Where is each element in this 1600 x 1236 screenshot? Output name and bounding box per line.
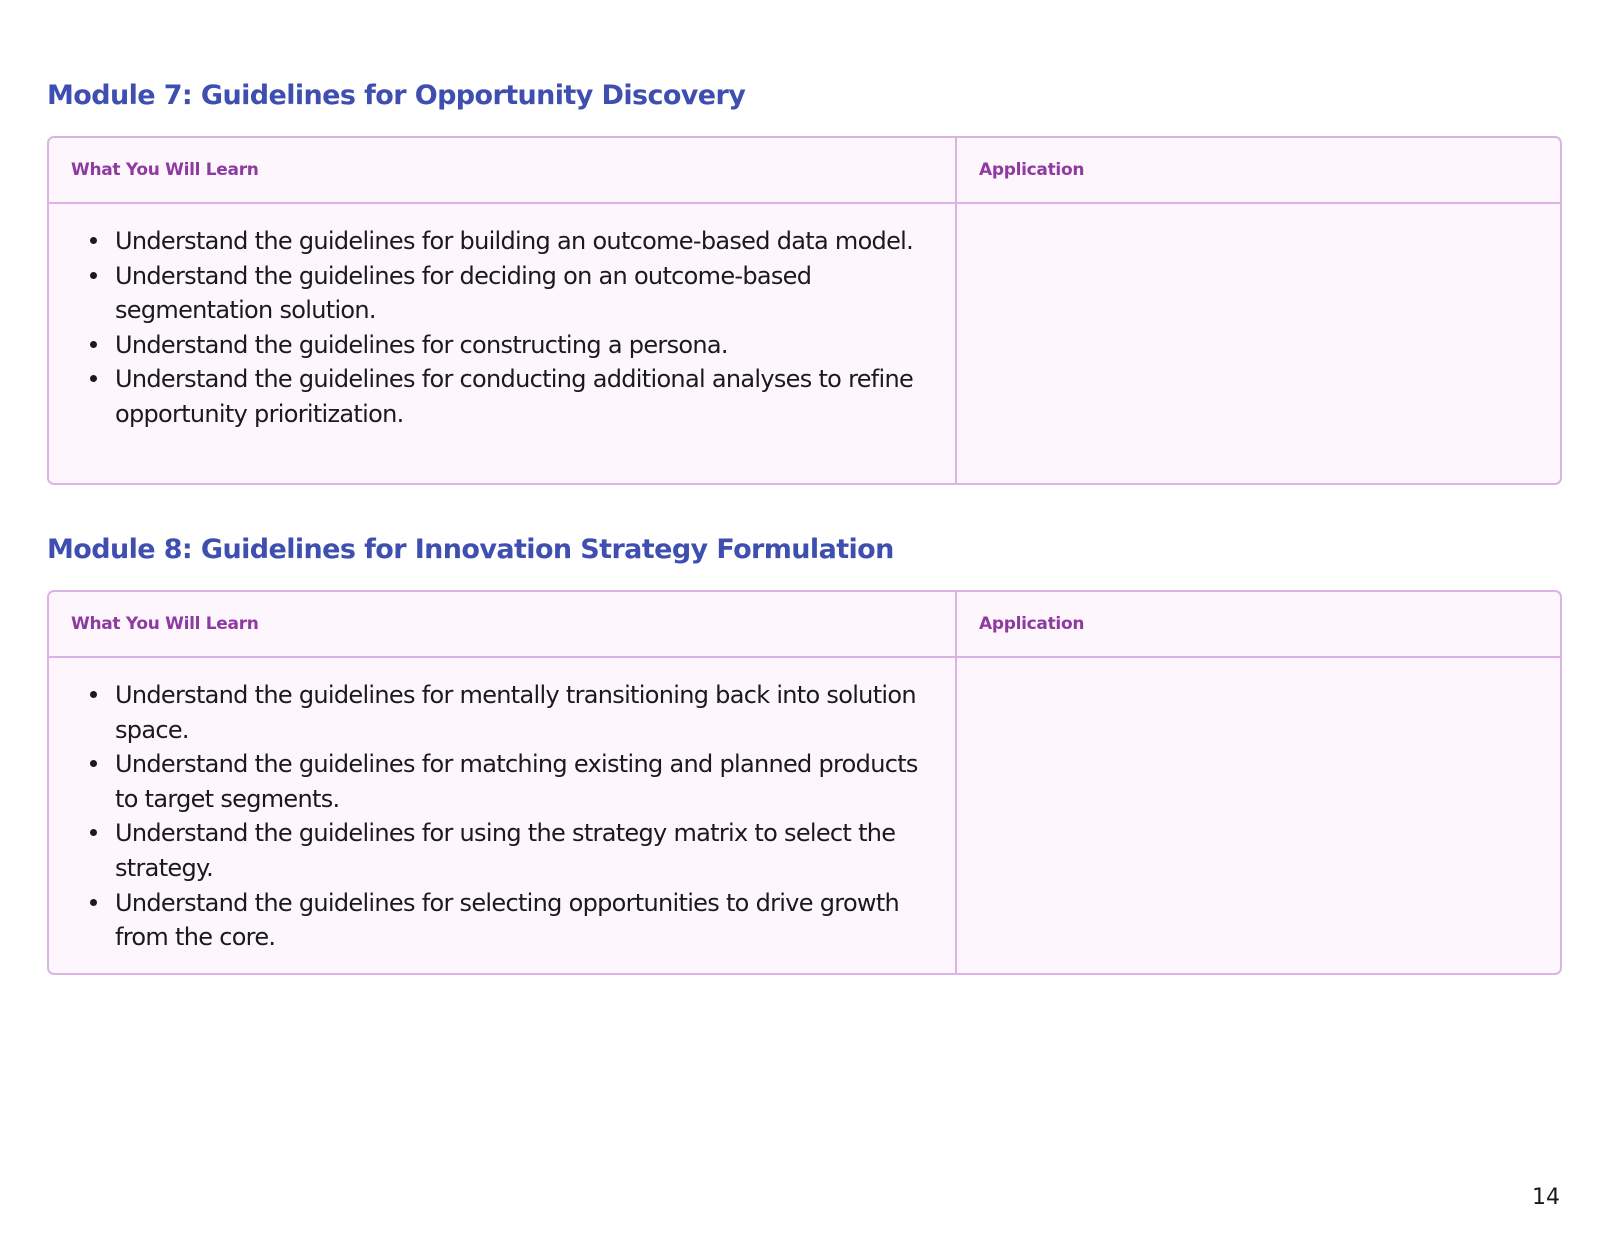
list-item: Understand the guidelines for mentally transitioning back into solution space. (89, 678, 941, 747)
list-item: Understand the guidelines for selecting opportunities to drive growth from the core. (89, 886, 941, 955)
module-8-table (47, 590, 1562, 975)
list-item: Understand the guidelines for using the strategy matrix to select the strategy. (89, 816, 941, 885)
page-number: 14 (1532, 1185, 1560, 1210)
module-8-learn-list (89, 678, 941, 955)
module-7-learn-header: What You Will Learn (49, 138, 957, 204)
module-7-learn-list (89, 224, 941, 432)
list-item: Understand the guidelines for building an outcome-based data model. (89, 224, 941, 259)
module-7-title: Module 7: Guidelines for Opportunity Discovery (47, 80, 746, 111)
module-8-application-cell (957, 658, 1560, 973)
module-8-learn-header: What You Will Learn (49, 592, 957, 658)
module-7-application-header: Application (957, 138, 1560, 204)
list-item: Understand the guidelines for conducting additional analyses to refine opportunity prioritization. (89, 362, 941, 431)
module-7-application-cell (957, 204, 1560, 483)
module-7-learn-cell (49, 204, 957, 483)
module-8-learn-cell (49, 658, 957, 973)
module-7-table (47, 136, 1562, 485)
module-8-application-header: Application (957, 592, 1560, 658)
list-item: Understand the guidelines for deciding on an outcome-based segmentation solution. (89, 259, 941, 328)
module-8-title: Module 8: Guidelines for Innovation Strategy Formulation (47, 534, 894, 565)
list-item: Understand the guidelines for constructing a persona. (89, 328, 941, 363)
list-item: Understand the guidelines for matching existing and planned products to target segments. (89, 747, 941, 816)
